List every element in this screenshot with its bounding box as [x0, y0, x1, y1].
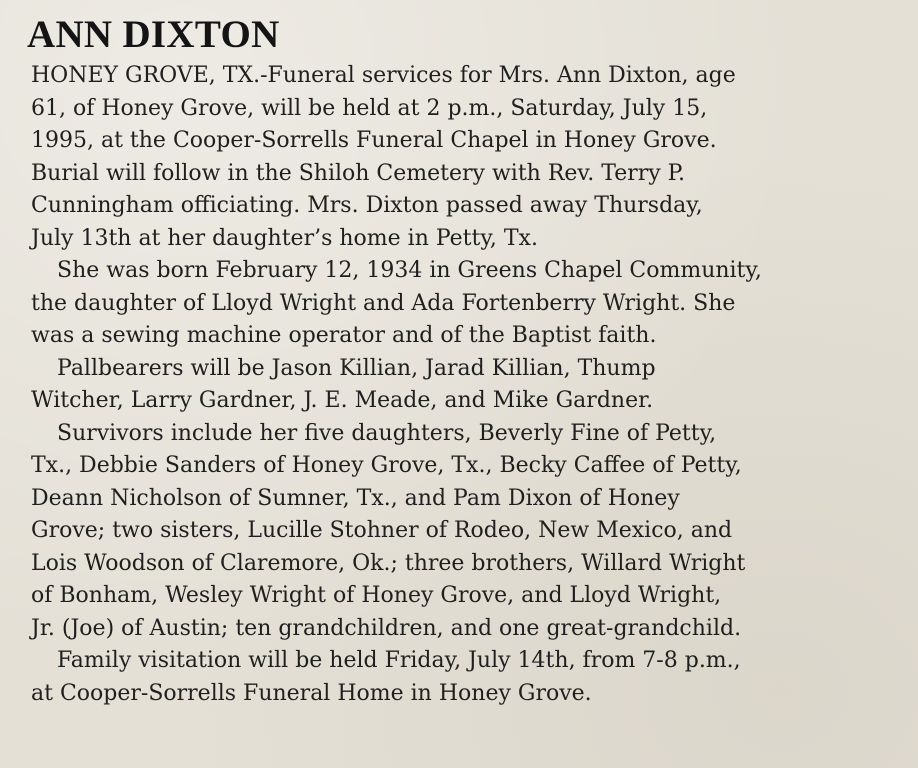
- body-line: Pallbearers will be Jason Killian, Jarad Killian, Thump: [57, 355, 656, 381]
- body-line: was a sewing machine operator and of the Baptist faith.: [31, 323, 657, 348]
- body-line: She was born February 12, 1934 in Greens Chapel Community,: [57, 258, 762, 283]
- body-line: 61, of Honey Grove, will be held at 2 p.m., Saturday, July 15,: [31, 95, 708, 121]
- body-line: HONEY GROVE, TX.-Funeral services for Mrs. Ann Dixton, age: [31, 63, 736, 88]
- body-line: 1995, at the Cooper-Sorrells Funeral Chapel in Honey Grove.: [31, 128, 717, 153]
- obituary-headline: ANN DIXTON: [27, 13, 280, 56]
- body-line: Grove; two sisters, Lucille Stohner of Rodeo, New Mexico, and: [31, 518, 733, 543]
- body-line: Jr. (Joe) of Austin; ten grandchildren, and one great-grandchild.: [31, 615, 742, 641]
- body-line: July 13th at her daughter’s home in Petty, Tx.: [31, 225, 538, 251]
- body-line: Tx., Debbie Sanders of Honey Grove, Tx., Becky Caffee of Petty,: [31, 453, 742, 478]
- body-line: Cunningham officiating. Mrs. Dixton passed away Thursday,: [31, 193, 703, 218]
- body-line: Survivors include her five daughters, Beverly Fine of Petty,: [57, 420, 717, 446]
- body-line: Family visitation will be held Friday, July 14th, from 7-8 p.m.,: [57, 648, 741, 673]
- body-line: Deann Nicholson of Sumner, Tx., and Pam Dixon of Honey: [31, 485, 680, 511]
- body-line: Burial will follow in the Shiloh Cemetery with Rev. Terry P.: [31, 160, 686, 186]
- obituary-body: [31, 60, 906, 710]
- body-line: Lois Woodson of Claremore, Ok.; three brothers, Willard Wright: [31, 550, 746, 576]
- body-line: of Bonham, Wesley Wright of Honey Grove, and Lloyd Wright,: [31, 583, 722, 608]
- body-line: at Cooper-Sorrells Funeral Home in Honey Grove.: [31, 680, 592, 706]
- body-line: Witcher, Larry Gardner, J. E. Meade, and Mike Gardner.: [31, 388, 654, 413]
- body-line: the daughter of Lloyd Wright and Ada Fortenberry Wright. She: [31, 290, 736, 316]
